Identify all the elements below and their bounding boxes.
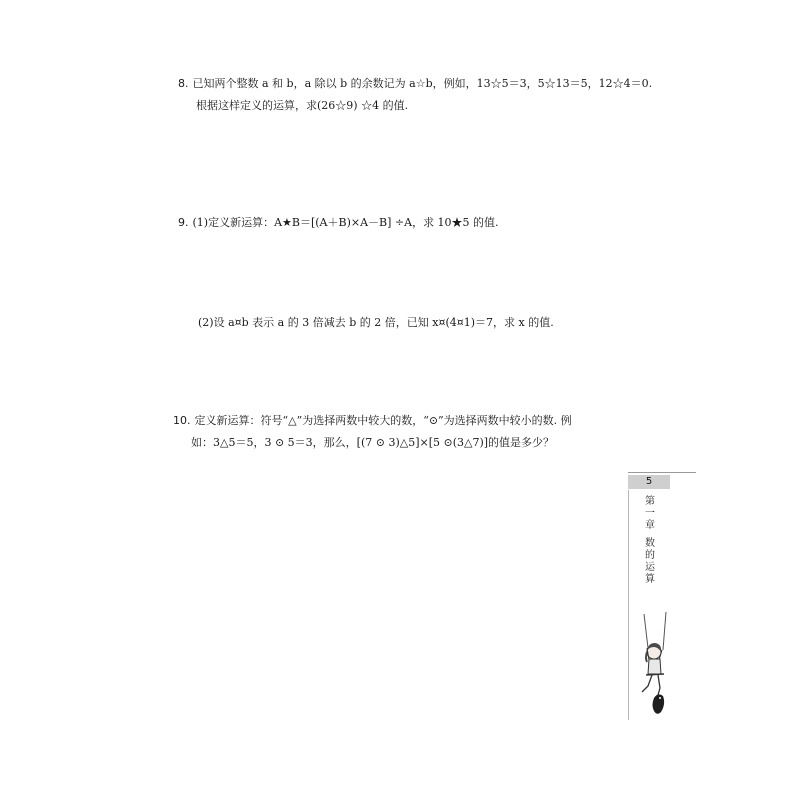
chapter-label: 第 一 章: [645, 496, 655, 531]
problem-10: [173, 410, 572, 454]
problem-text: (1)定义新运算：A★B＝[(A＋B)×A－B] ÷A，求 10★5 的值.: [192, 216, 499, 229]
problem-9-part-2: [198, 314, 554, 330]
problem-8-line-2: [178, 95, 652, 117]
problem-number: 8.: [178, 77, 189, 90]
problem-text: 根据这样定义的运算，求(26☆9) ☆4 的值.: [196, 99, 409, 112]
problem-9: [178, 212, 499, 234]
problem-text: 定义新运算：符号“△”为选择两数中较大的数，“⊙”为选择两数中较小的数. 例: [194, 414, 572, 427]
chapter-title: 数 的 运 算: [645, 538, 655, 585]
sidebar-rule: [628, 472, 696, 473]
problem-8: [178, 73, 652, 117]
problem-number: 10.: [173, 414, 191, 427]
problem-text: 已知两个整数 a 和 b，a 除以 b 的余数记为 a☆b，例如，13☆5＝3，5☆13＝5，12☆4＝0.: [192, 77, 653, 90]
problem-10-line-2: [173, 432, 572, 454]
problem-9-line-1: [178, 212, 499, 234]
chapter-sidebar: [628, 472, 696, 720]
problem-10-line-1: [173, 410, 572, 432]
problem-text: 如：3△5＝5，3 ⊙ 5＝3，那么，[(7 ⊙ 3)△5]×[5 ⊙(3△7)]的值是多少？: [191, 436, 555, 449]
problem-8-line-1: [178, 73, 652, 95]
sidebar-vertical-rule: [628, 490, 629, 720]
problem-text: (2)设 a¤b 表示 a 的 3 倍减去 b 的 2 倍，已知 x¤(4¤1)＝7，求 x 的值.: [198, 316, 554, 329]
page-number: 5: [628, 475, 670, 489]
problem-number: 9.: [178, 216, 189, 229]
child-on-swing-illustration: [630, 612, 680, 717]
